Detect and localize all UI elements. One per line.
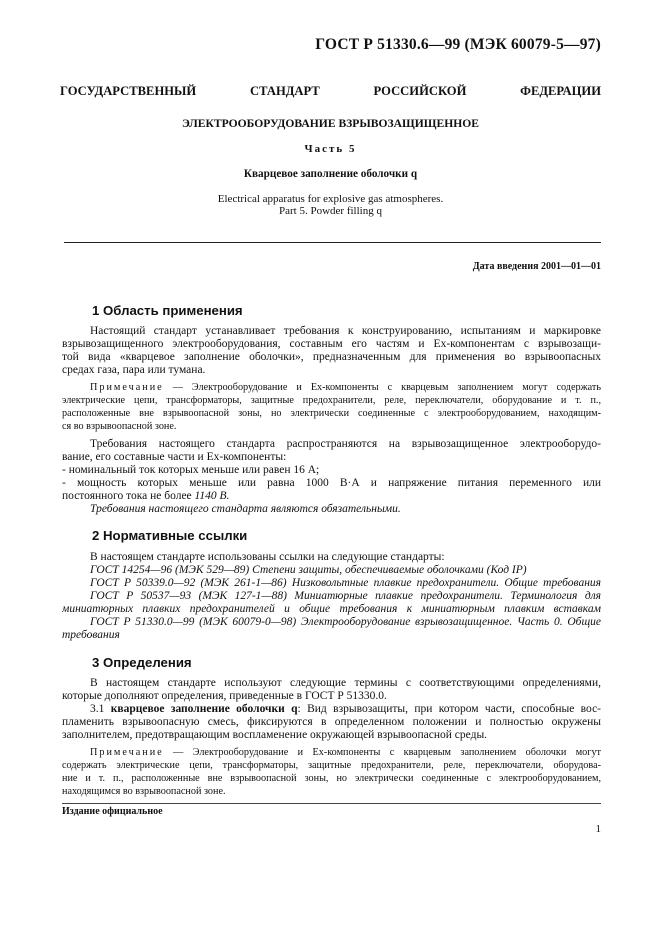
paragraph-line: взрывозащищенного электрооборудования, составным его частям и Ex-компонентам с взрывозащи- xyxy=(62,338,601,350)
reference-item: миниатюрных плавких предохранителей и общие требования к миниатюрным плавким вставкам xyxy=(62,603,601,615)
paragraph-line: В настоящем стандарте использованы ссылки на следующие стандарты: xyxy=(90,551,445,563)
note-label: Примечание xyxy=(90,382,164,393)
note-label: Примечание xyxy=(90,747,164,758)
edition-label: Издание официальное xyxy=(62,806,163,817)
title-divider xyxy=(64,242,601,243)
definition-text: : Вид взрывозащиты, при котором части, способные вос- xyxy=(297,703,601,715)
reference-item: ГОСТ 14254—96 (МЭК 529—89) Степени защиты, обеспечиваемые оболочками (Код IP) xyxy=(90,564,527,576)
page-number: 1 xyxy=(595,823,601,835)
note-line: содержать электрические цепи, трансформаторы, защитные предохранители, реле, переключатели, оборудова- xyxy=(62,760,601,771)
section-1-heading: 1 Область применения xyxy=(92,303,243,318)
definition-number: 3.1 xyxy=(90,703,111,715)
note-line xyxy=(90,746,601,759)
note-line xyxy=(90,381,601,394)
note-line: ние и т. п., расположенные вне взрывоопасной зоны, но электрически соединенные с электрооборудованием, xyxy=(62,773,601,784)
english-title-line2: Part 5. Powder filling q xyxy=(279,205,382,217)
reference-item: ГОСТ Р 50537—93 (МЭК 127-1—88) Миниатюрные плавкие предохранители. Терминология для xyxy=(90,590,601,602)
footer-divider xyxy=(62,803,601,804)
definition-line: пламенить взрывоопасную смесь, фиксируются в определенном положении и полностью окружены xyxy=(62,716,601,728)
section-3-heading: 3 Определения xyxy=(92,655,192,670)
reference-item: требования xyxy=(62,629,120,641)
note-line: расположенные вне взрывоопасной зоны, но электрически соединенные с электрооборудованием, находящим- xyxy=(62,408,601,419)
bullet-text: постоянного тока не более xyxy=(62,490,195,502)
bullet-item: - номинальный ток которых меньше или равен 16 А; xyxy=(62,464,320,476)
paragraph-line: которые дополняют определения, приведенные в ГОСТ Р 51330.0. xyxy=(62,690,387,702)
document-code: ГОСТ Р 51330.6—99 (МЭК 60079-5—97) xyxy=(315,36,601,53)
paragraph-line: вание, его составные части и Ex-компоненты: xyxy=(62,451,287,463)
standard-title: ЭЛЕКТРООБОРУДОВАНИЕ ВЗРЫВОЗАЩИЩЕННОЕ xyxy=(181,117,480,130)
english-title-line1: Electrical apparatus for explosive gas atmospheres. xyxy=(217,193,444,205)
note-text: — Электрооборудование и Ex-компоненты с кварцевым заполнением оболочки могут xyxy=(163,747,601,758)
note-text: — Электрооборудование и Ex-компоненты с кварцевым заполнением могут содержать xyxy=(163,382,601,393)
part-subtitle: Кварцевое заполнение оболочки q xyxy=(243,168,418,180)
paragraph-line: В настоящем стандарте используют следующие термины с соответствующими определениями, xyxy=(90,677,601,689)
definition-line: заполнителем, предотвращающим воспламенение окружающей взрывоопасной среды. xyxy=(62,729,488,741)
note-line: электрические цепи, трансформаторы, защитные предохранители, реле, переключатели, оборудование и т. п., xyxy=(62,395,601,406)
effective-date: Дата введения 2001—01—01 xyxy=(472,261,601,272)
paragraph-line: той вида «кварцевое заполнение оболочки», предназначенным для применения во взрывоопасных xyxy=(62,351,601,363)
bullet-item: - мощность которых меньше или равна 1000 В·А и напряжение питания переменного или xyxy=(62,477,601,489)
note-line: находящимся во взрывоопасной зоне. xyxy=(62,786,226,797)
reference-item: ГОСТ Р 51330.0—99 (МЭК 60079-0—98) Электрооборудование взрывозащищенное. Часть 0. Общие xyxy=(90,616,601,628)
state-standard-title: ГОСУДАРСТВЕННЫЙ СТАНДАРТ РОССИЙСКОЙ ФЕДЕРАЦИИ xyxy=(60,84,601,98)
definition-term: кварцевое заполнение оболочки q xyxy=(110,703,298,715)
bullet-item-continued xyxy=(62,490,601,503)
note-line: ся во взрывоопасной зоне. xyxy=(62,421,177,432)
mandatory-statement: Требования настоящего стандарта являются обязательными. xyxy=(90,503,401,515)
paragraph-line: Требования настоящего стандарта распространяются на взрывозащищенное электрооборудо- xyxy=(90,438,601,450)
paragraph-line: средах газа, пара или тумана. xyxy=(62,364,206,376)
voltage-value: 1140 В. xyxy=(194,490,230,502)
definition-line xyxy=(90,703,601,716)
english-title xyxy=(60,193,601,217)
paragraph-line: Настоящий стандарт устанавливает требования к конструированию, испытаниям и маркировке xyxy=(90,325,601,337)
part-label: Часть 5 xyxy=(304,143,357,155)
reference-item: ГОСТ Р 50339.0—92 (МЭК 261-1—86) Низковольтные плавкие предохранители. Общие требования xyxy=(90,577,601,589)
section-2-heading: 2 Нормативные ссылки xyxy=(92,528,248,543)
